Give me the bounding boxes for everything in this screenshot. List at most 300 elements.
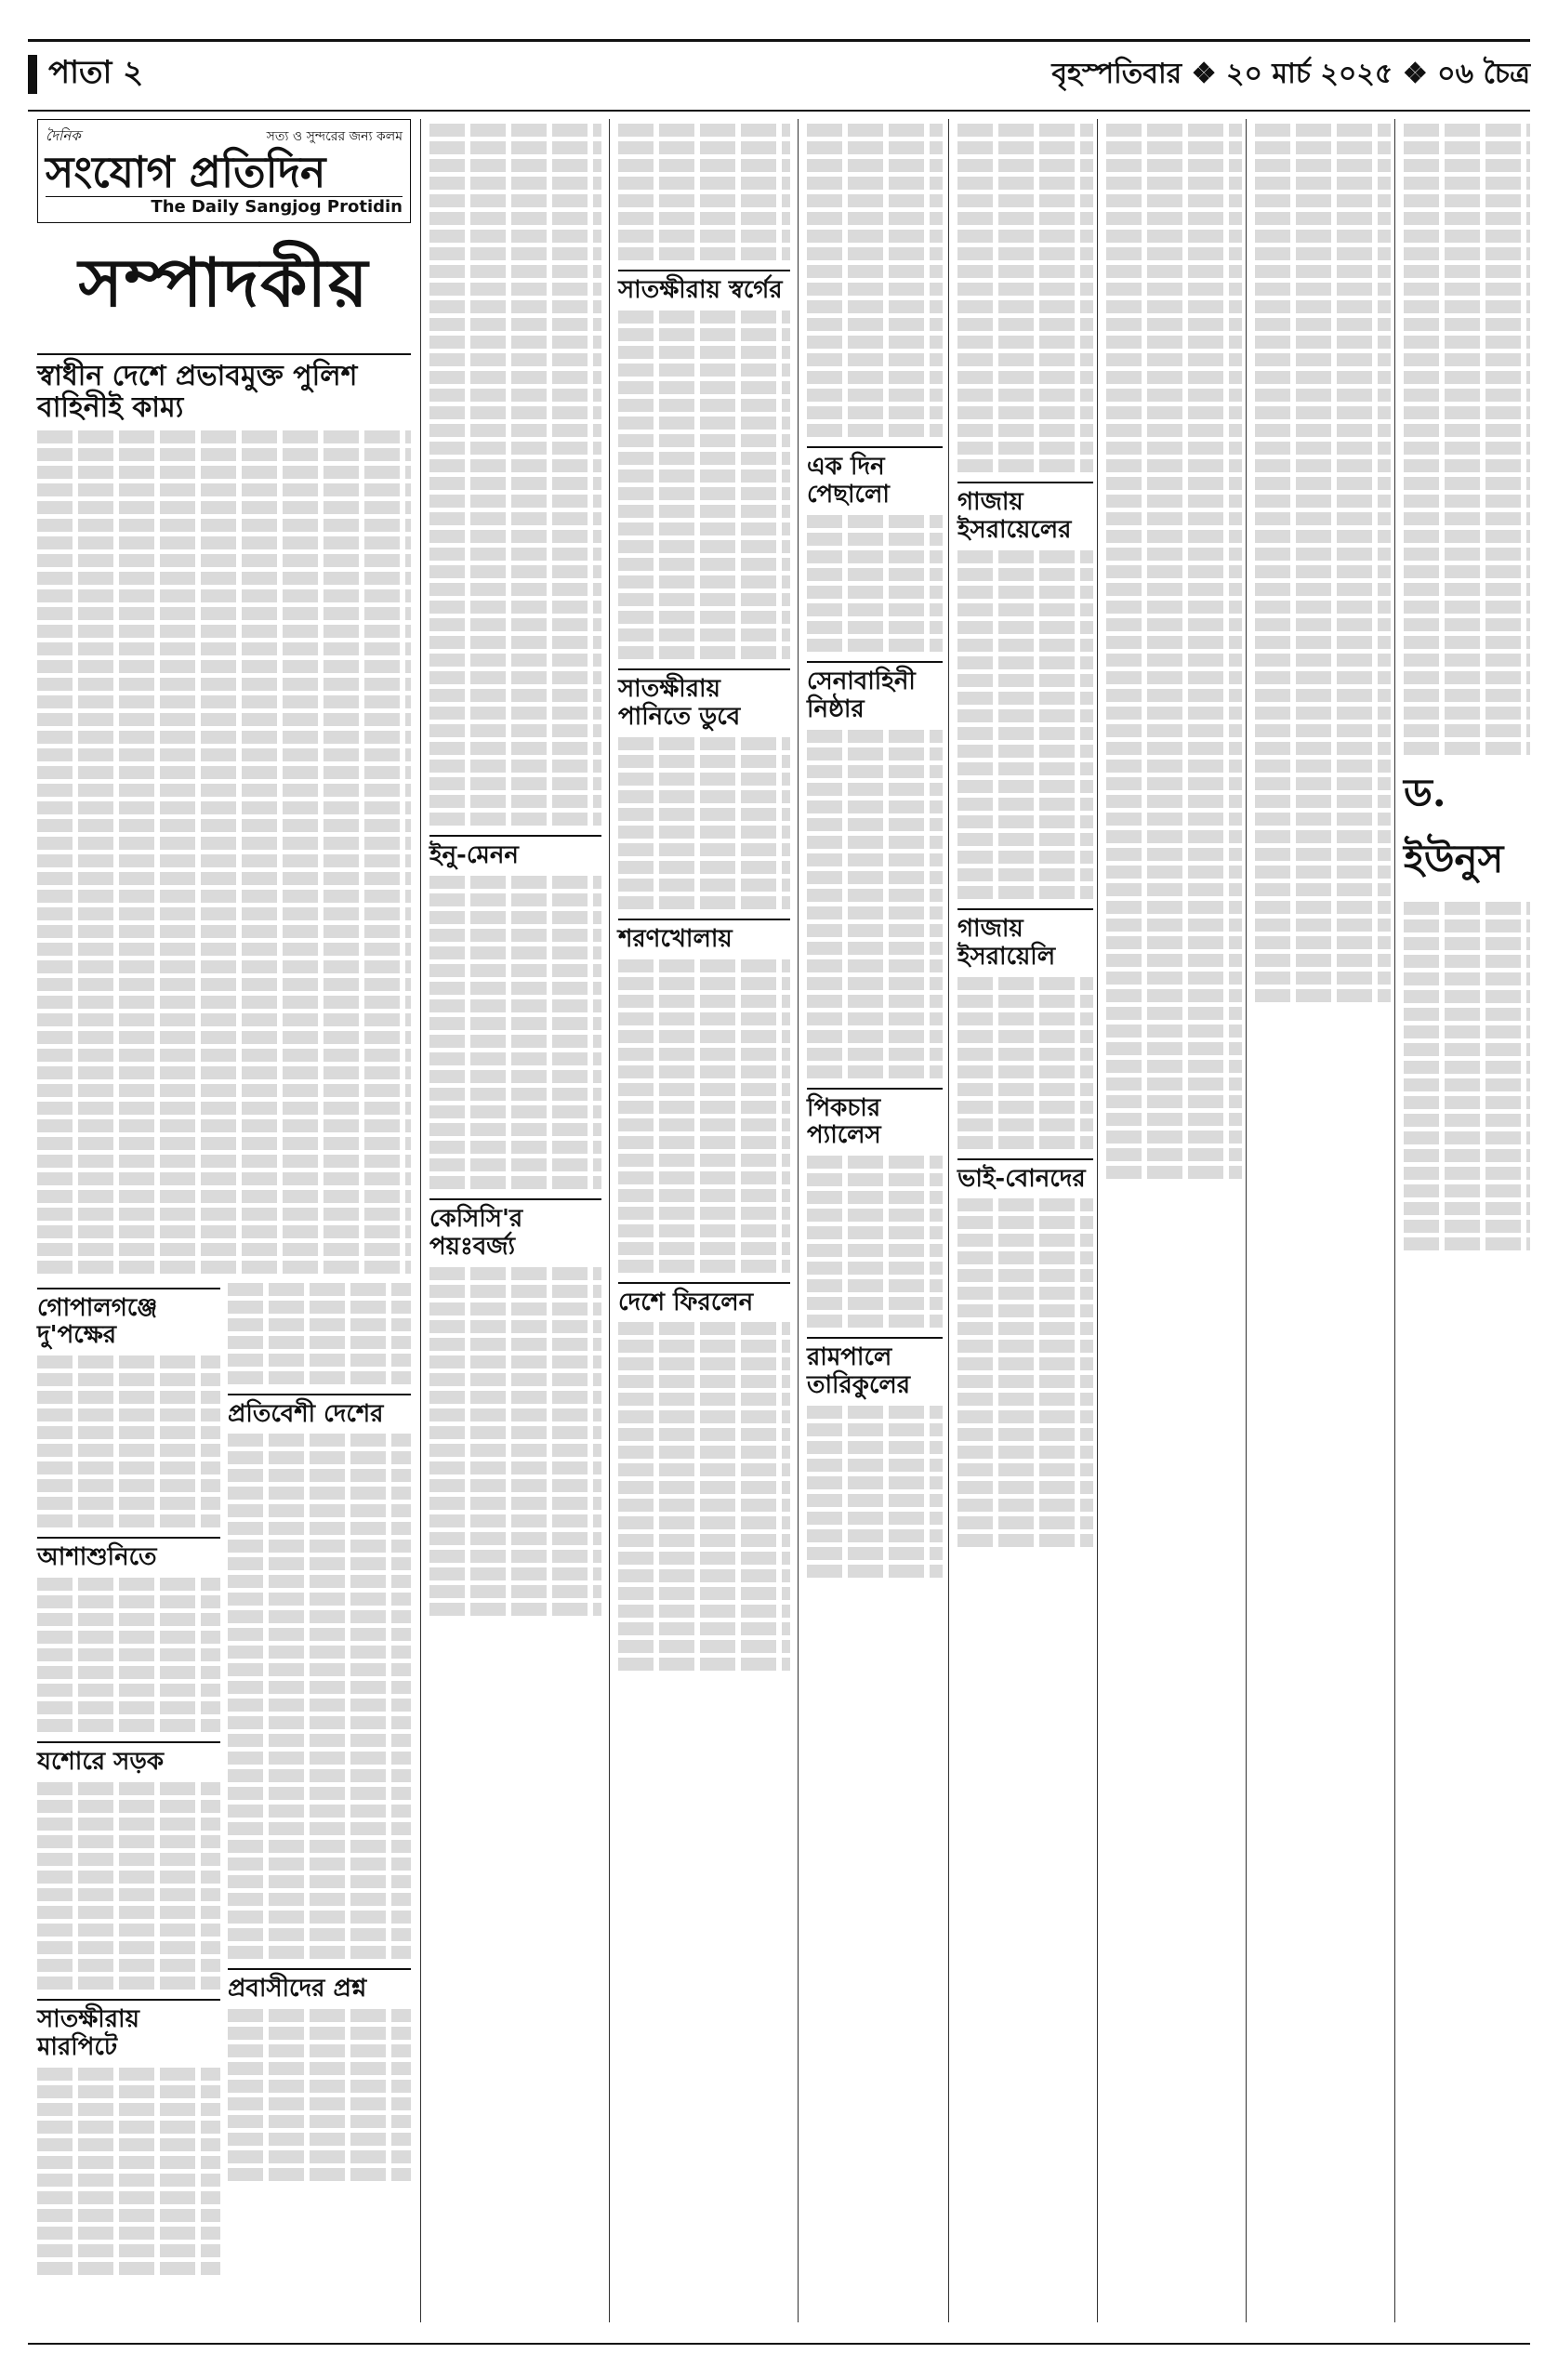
article-text-line bbox=[1106, 300, 1242, 313]
article-text-line bbox=[957, 709, 1093, 722]
article-text-line bbox=[1106, 689, 1242, 702]
article-text-line bbox=[1255, 830, 1391, 843]
article-text-line bbox=[957, 851, 1093, 864]
article-text-line bbox=[228, 1469, 411, 1482]
article-text-line bbox=[807, 1173, 943, 1186]
article-text-line bbox=[1106, 901, 1242, 914]
article-text-line bbox=[429, 1603, 601, 1616]
article-text-line bbox=[1106, 124, 1242, 137]
article-text-line bbox=[807, 747, 943, 760]
article-text-line bbox=[37, 1888, 220, 1901]
bottom-rule bbox=[28, 2343, 1530, 2345]
article-text-line bbox=[429, 406, 601, 419]
article-text-line bbox=[807, 783, 943, 796]
article-text-line bbox=[807, 1297, 943, 1310]
article-text-line bbox=[429, 876, 601, 889]
article-text-line bbox=[807, 533, 943, 546]
article-text-line bbox=[957, 1030, 1093, 1043]
article-text-line bbox=[1255, 972, 1391, 985]
article-text-line bbox=[807, 159, 943, 172]
article-text-line bbox=[618, 1260, 790, 1273]
article-text-line bbox=[1255, 901, 1391, 914]
article-text-line bbox=[1404, 636, 1530, 649]
article-text-line bbox=[807, 177, 943, 190]
article-text-line bbox=[429, 548, 601, 561]
article-text-line bbox=[429, 247, 601, 260]
article-text-line bbox=[1106, 583, 1242, 596]
article-text-line bbox=[429, 1267, 601, 1280]
article-text-line bbox=[1255, 636, 1391, 649]
article-text-line bbox=[957, 603, 1093, 616]
article-text-line bbox=[429, 1338, 601, 1351]
article-text-line bbox=[807, 230, 943, 243]
article-text-line bbox=[37, 2244, 220, 2257]
article-text-line bbox=[957, 159, 1093, 172]
article-text-line bbox=[429, 512, 601, 525]
article-text-line bbox=[807, 1048, 943, 1061]
article-text-line bbox=[429, 1141, 601, 1154]
article-text-line bbox=[1106, 760, 1242, 773]
article-text-line bbox=[37, 1208, 411, 1221]
article-text-line bbox=[618, 1499, 790, 1512]
article-text-line bbox=[37, 1648, 220, 1661]
article-text-line bbox=[429, 601, 601, 614]
article-text-line bbox=[228, 2097, 411, 2110]
article-text-line bbox=[807, 1262, 943, 1275]
header-rule bbox=[28, 110, 1530, 112]
article-text-line bbox=[1404, 265, 1530, 278]
article-text-line bbox=[807, 906, 943, 919]
article-text-line bbox=[37, 1479, 220, 1492]
article-text-line bbox=[1255, 194, 1391, 207]
article-text-line bbox=[957, 336, 1093, 349]
article-text-line bbox=[1404, 459, 1530, 472]
article-text-line bbox=[807, 1065, 943, 1078]
article-text-line bbox=[1255, 601, 1391, 614]
article-text-line bbox=[957, 1101, 1093, 1114]
article-text-line bbox=[957, 1534, 1093, 1547]
article-text-line bbox=[228, 1487, 411, 1500]
article-text-line bbox=[37, 2068, 220, 2081]
article-text-line bbox=[429, 583, 601, 596]
article-text-line bbox=[618, 558, 790, 571]
article-text-line bbox=[228, 1540, 411, 1553]
article-text-line bbox=[957, 212, 1093, 225]
article-text-line bbox=[228, 1893, 411, 1906]
headline-expat: প্রবাসীদের প্রশ্ন bbox=[228, 1968, 411, 2003]
article-text-line bbox=[37, 2138, 220, 2151]
article-text-line bbox=[1404, 1237, 1530, 1250]
headline-gaza-2: গাজায় ইসরায়েলি bbox=[957, 908, 1093, 972]
article-text-line bbox=[618, 1012, 790, 1025]
article-text-line bbox=[618, 959, 790, 972]
article-text-line bbox=[807, 1012, 943, 1025]
article-text-line bbox=[1255, 954, 1391, 967]
article-text-line bbox=[807, 265, 943, 278]
article-text-line bbox=[1255, 247, 1391, 260]
column-8 bbox=[1404, 119, 1530, 2322]
article-text-line bbox=[807, 1226, 943, 1239]
article-text-line bbox=[228, 1557, 411, 1570]
article-text-line bbox=[618, 1322, 790, 1335]
article-text-line bbox=[429, 1176, 601, 1189]
article-text-line bbox=[618, 212, 790, 225]
article-text-line bbox=[228, 2062, 411, 2075]
article-text-line bbox=[807, 212, 943, 225]
article-text-line bbox=[228, 1911, 411, 1924]
article-text-line bbox=[618, 1516, 790, 1529]
article-text-line bbox=[1106, 830, 1242, 843]
article-text-line bbox=[37, 1613, 220, 1626]
article-text-line bbox=[1404, 990, 1530, 1003]
article-text-line bbox=[1106, 141, 1242, 154]
article-text-line bbox=[618, 1393, 790, 1406]
top-rule bbox=[28, 39, 1530, 42]
article-text-line bbox=[957, 1516, 1093, 1529]
article-text-line bbox=[618, 1154, 790, 1167]
article-text-line bbox=[228, 1504, 411, 1517]
article-text-line bbox=[1106, 530, 1242, 543]
article-text-line bbox=[957, 977, 1093, 990]
article-text-line bbox=[37, 960, 411, 973]
article-text-line bbox=[1255, 230, 1391, 243]
article-text-line bbox=[957, 265, 1093, 278]
article-text-line bbox=[1404, 230, 1530, 243]
article-text-line bbox=[228, 1301, 411, 1314]
article-text-line bbox=[1255, 848, 1391, 861]
article-text-line bbox=[618, 1481, 790, 1494]
article-text-line bbox=[37, 1190, 411, 1203]
article-text-line bbox=[1106, 671, 1242, 684]
article-text-line bbox=[618, 1171, 790, 1184]
article-text-line bbox=[37, 1261, 411, 1274]
article-text-line bbox=[1255, 777, 1391, 790]
article-text-line bbox=[1404, 159, 1530, 172]
article-text-line bbox=[37, 1461, 220, 1474]
article-text-line bbox=[228, 1822, 411, 1835]
article-text-line bbox=[429, 1105, 601, 1118]
article-text-line bbox=[957, 1375, 1093, 1388]
article-text-line bbox=[957, 1012, 1093, 1025]
headline-neighbor-country: প্রতিবেশী দেশের bbox=[228, 1394, 411, 1429]
article-text-line bbox=[807, 371, 943, 384]
article-text-line bbox=[1255, 919, 1391, 932]
article-text-line bbox=[1404, 194, 1530, 207]
article-text-line bbox=[37, 519, 411, 532]
article-text-line bbox=[618, 364, 790, 377]
article-text-line bbox=[37, 1818, 220, 1831]
article-text-line bbox=[228, 1840, 411, 1853]
article-text-line bbox=[1404, 618, 1530, 631]
article-text-line bbox=[1106, 1148, 1242, 1161]
article-text-line bbox=[807, 550, 943, 563]
column-2 bbox=[429, 119, 601, 2322]
article-text-line bbox=[618, 381, 790, 394]
article-text-line bbox=[429, 336, 601, 349]
headline-siblings: ভাই-বোনদের bbox=[957, 1158, 1093, 1194]
article-text-line bbox=[1106, 1042, 1242, 1055]
article-text-line bbox=[37, 2103, 220, 2116]
article-text-line bbox=[1106, 212, 1242, 225]
article-text-line bbox=[37, 1243, 411, 1256]
article-text-line bbox=[807, 924, 943, 937]
article-text-line bbox=[1106, 477, 1242, 490]
article-text-line bbox=[1255, 442, 1391, 455]
article-text-line bbox=[429, 795, 601, 808]
article-text-line bbox=[1404, 424, 1530, 437]
article-text-line bbox=[228, 1451, 411, 1464]
article-text-line bbox=[618, 1065, 790, 1078]
article-text-line bbox=[807, 1459, 943, 1472]
article-text-line bbox=[37, 1959, 220, 1972]
article-text-line bbox=[807, 1476, 943, 1489]
article-text-line bbox=[1255, 883, 1391, 896]
article-text-line bbox=[618, 1030, 790, 1043]
article-text-line bbox=[957, 762, 1093, 775]
article-text-line bbox=[429, 159, 601, 172]
article-text-line bbox=[1404, 1167, 1530, 1180]
article-text-line bbox=[1255, 760, 1391, 773]
article-text-line bbox=[228, 1663, 411, 1676]
article-text-line bbox=[228, 2115, 411, 2128]
article-text-line bbox=[1255, 618, 1391, 631]
article-text-line bbox=[429, 283, 601, 296]
article-text-line bbox=[618, 1207, 790, 1220]
column-author: ড. ইউনুস bbox=[1404, 770, 1504, 881]
article-text-line bbox=[1106, 936, 1242, 949]
article-text-line bbox=[807, 889, 943, 902]
article-text-line bbox=[957, 124, 1093, 137]
article-text-line bbox=[1255, 177, 1391, 190]
article-text-line bbox=[228, 1928, 411, 1941]
article-text-line bbox=[429, 1035, 601, 1048]
article-text-line bbox=[1404, 177, 1530, 190]
article-text-line bbox=[618, 773, 790, 786]
article-text-line bbox=[618, 230, 790, 243]
article-text-line bbox=[37, 1924, 220, 1937]
article-text-line bbox=[37, 2156, 220, 2169]
article-text-line bbox=[1255, 707, 1391, 720]
article-text-line bbox=[957, 424, 1093, 437]
article-text-line bbox=[37, 1426, 220, 1439]
article-text-line bbox=[37, 1172, 411, 1185]
article-text-line bbox=[37, 713, 411, 726]
article-text-line bbox=[228, 1522, 411, 1535]
article-text-line bbox=[957, 406, 1093, 419]
column-divider bbox=[1394, 119, 1395, 2322]
article-text-line bbox=[957, 389, 1093, 402]
article-text-line bbox=[618, 628, 790, 641]
article-text-line bbox=[429, 530, 601, 543]
article-text-line bbox=[1106, 353, 1242, 366]
article-text-line bbox=[807, 283, 943, 296]
article-text-line bbox=[618, 1640, 790, 1653]
article-text-line bbox=[807, 586, 943, 599]
article-text-line bbox=[37, 430, 411, 443]
headline-one-day: এক দিন পেছালো bbox=[807, 446, 943, 509]
article-text-line bbox=[957, 283, 1093, 296]
article-text-line bbox=[1106, 919, 1242, 932]
column-6 bbox=[1106, 119, 1242, 2322]
article-text-line bbox=[1106, 512, 1242, 525]
article-text-line bbox=[1404, 601, 1530, 614]
article-text-line bbox=[957, 868, 1093, 881]
article-text-line bbox=[957, 995, 1093, 1008]
article-text-line bbox=[957, 1269, 1093, 1282]
article-text-line bbox=[1255, 389, 1391, 402]
article-text-line bbox=[228, 1946, 411, 1959]
article-text-line bbox=[228, 1628, 411, 1641]
headline-gaza-1: গাজায় ইসরায়েলের bbox=[957, 482, 1093, 545]
article-text-line bbox=[618, 1587, 790, 1600]
article-text-line bbox=[957, 247, 1093, 260]
article-text-line bbox=[807, 515, 943, 528]
article-text-line bbox=[1106, 1095, 1242, 1108]
article-text-line bbox=[429, 1550, 601, 1563]
article-text-line bbox=[429, 371, 601, 384]
article-text-line bbox=[228, 1434, 411, 1447]
article-text-line bbox=[1255, 795, 1391, 808]
article-text-line bbox=[228, 1646, 411, 1659]
article-text-line bbox=[429, 477, 601, 490]
article-text-line bbox=[1106, 1113, 1242, 1126]
article-text-line bbox=[429, 1052, 601, 1065]
article-text-line bbox=[957, 1287, 1093, 1300]
article-text-line bbox=[807, 1494, 943, 1507]
headline-satkhira-water: সাতক্ষীরায় পানিতে ডুবে bbox=[618, 668, 790, 732]
article-text-line bbox=[37, 1049, 411, 1062]
article-text-line bbox=[37, 1666, 220, 1679]
article-text-line bbox=[1255, 583, 1391, 596]
article-text-line bbox=[429, 1302, 601, 1316]
article-text-line bbox=[37, 2191, 220, 2204]
article-text-line bbox=[618, 896, 790, 909]
article-text-line bbox=[429, 1408, 601, 1421]
article-text-line bbox=[37, 996, 411, 1009]
article-text-line bbox=[807, 124, 943, 137]
article-text-line bbox=[37, 2209, 220, 2222]
article-text-line bbox=[1255, 654, 1391, 667]
article-text-line bbox=[807, 336, 943, 349]
article-text-line bbox=[957, 656, 1093, 669]
article-text-line bbox=[1255, 459, 1391, 472]
article-text-line bbox=[429, 565, 601, 578]
article-text-line bbox=[37, 1684, 220, 1697]
article-text-line bbox=[37, 660, 411, 673]
article-text-line bbox=[1255, 866, 1391, 879]
article-text-line bbox=[618, 1658, 790, 1671]
article-text-line bbox=[228, 1858, 411, 1871]
article-text-line bbox=[429, 893, 601, 906]
article-text-line bbox=[1255, 336, 1391, 349]
article-text-line bbox=[807, 141, 943, 154]
article-text-line bbox=[618, 611, 790, 624]
article-text-line bbox=[228, 2080, 411, 2093]
article-text-line bbox=[429, 1320, 601, 1333]
article-text-line bbox=[1404, 442, 1530, 455]
article-text-line bbox=[1404, 565, 1530, 578]
page-number-box bbox=[28, 48, 143, 101]
article-text-line bbox=[228, 2150, 411, 2163]
article-text-line bbox=[1106, 1130, 1242, 1144]
column-divider bbox=[948, 119, 949, 2322]
article-text-line bbox=[957, 230, 1093, 243]
article-text-line bbox=[228, 1699, 411, 1712]
article-text-line bbox=[1404, 353, 1530, 366]
article-text-line bbox=[957, 886, 1093, 899]
newspaper-english-name: The Daily Sangjog Protidin bbox=[46, 196, 403, 217]
article-text-line bbox=[1106, 1025, 1242, 1038]
masthead-motto: সত্য ও সুন্দরের জন্য কলম bbox=[266, 129, 403, 144]
article-text-line bbox=[1106, 954, 1242, 967]
article-text-line bbox=[228, 1575, 411, 1588]
article-text-line bbox=[228, 1716, 411, 1729]
article-text-line bbox=[618, 1622, 790, 1635]
article-text-line bbox=[37, 801, 411, 814]
article-text-line bbox=[37, 1782, 220, 1795]
article-text-line bbox=[807, 353, 943, 366]
article-text-line bbox=[429, 1123, 601, 1136]
headline-satkhira-marpit: সাতক্ষীরায় মারপিটে bbox=[37, 1999, 220, 2062]
article-text-line bbox=[618, 177, 790, 190]
article-text-line bbox=[1106, 318, 1242, 331]
article-text-line bbox=[37, 1066, 411, 1079]
article-text-line bbox=[1106, 1007, 1242, 1020]
article-text-line bbox=[429, 1391, 601, 1404]
column-divider bbox=[609, 119, 610, 2322]
article-text-line bbox=[429, 353, 601, 366]
article-text-line bbox=[618, 575, 790, 588]
article-text-line bbox=[807, 639, 943, 652]
article-text-line bbox=[1255, 936, 1391, 949]
article-text-line bbox=[429, 1355, 601, 1368]
article-text-line bbox=[618, 1357, 790, 1370]
article-text-line bbox=[37, 589, 411, 602]
column-7 bbox=[1255, 119, 1391, 2322]
article-text-line bbox=[429, 1373, 601, 1386]
article-text-line bbox=[429, 777, 601, 790]
article-text-line bbox=[228, 2009, 411, 2022]
article-text-line bbox=[618, 1605, 790, 1618]
article-text-line bbox=[429, 1497, 601, 1510]
article-text-line bbox=[37, 607, 411, 620]
article-text-line bbox=[37, 2227, 220, 2240]
article-text-line bbox=[37, 625, 411, 638]
article-text-line bbox=[957, 459, 1093, 472]
article-text-line bbox=[1255, 989, 1391, 1002]
article-text-line bbox=[1106, 336, 1242, 349]
article-text-line bbox=[37, 1977, 220, 1990]
article-text-line bbox=[37, 2174, 220, 2187]
article-text-line bbox=[618, 1224, 790, 1237]
article-text-line bbox=[37, 483, 411, 496]
headline-returned: দেশে ফিরলেন bbox=[618, 1282, 790, 1317]
article-text-line bbox=[1404, 1202, 1530, 1215]
article-text-line bbox=[1106, 848, 1242, 861]
article-text-line bbox=[37, 1578, 220, 1591]
article-text-line bbox=[37, 1444, 220, 1457]
article-text-line bbox=[807, 1547, 943, 1560]
article-text-line bbox=[429, 742, 601, 755]
article-text-line bbox=[1255, 159, 1391, 172]
article-text-line bbox=[1404, 141, 1530, 154]
article-text-line bbox=[1255, 406, 1391, 419]
headline-inu-menon: ইনু-মেনন bbox=[429, 835, 601, 870]
article-text-line bbox=[37, 1595, 220, 1608]
article-text-line bbox=[1255, 512, 1391, 525]
article-text-line bbox=[1404, 902, 1530, 915]
article-text-line bbox=[37, 572, 411, 585]
